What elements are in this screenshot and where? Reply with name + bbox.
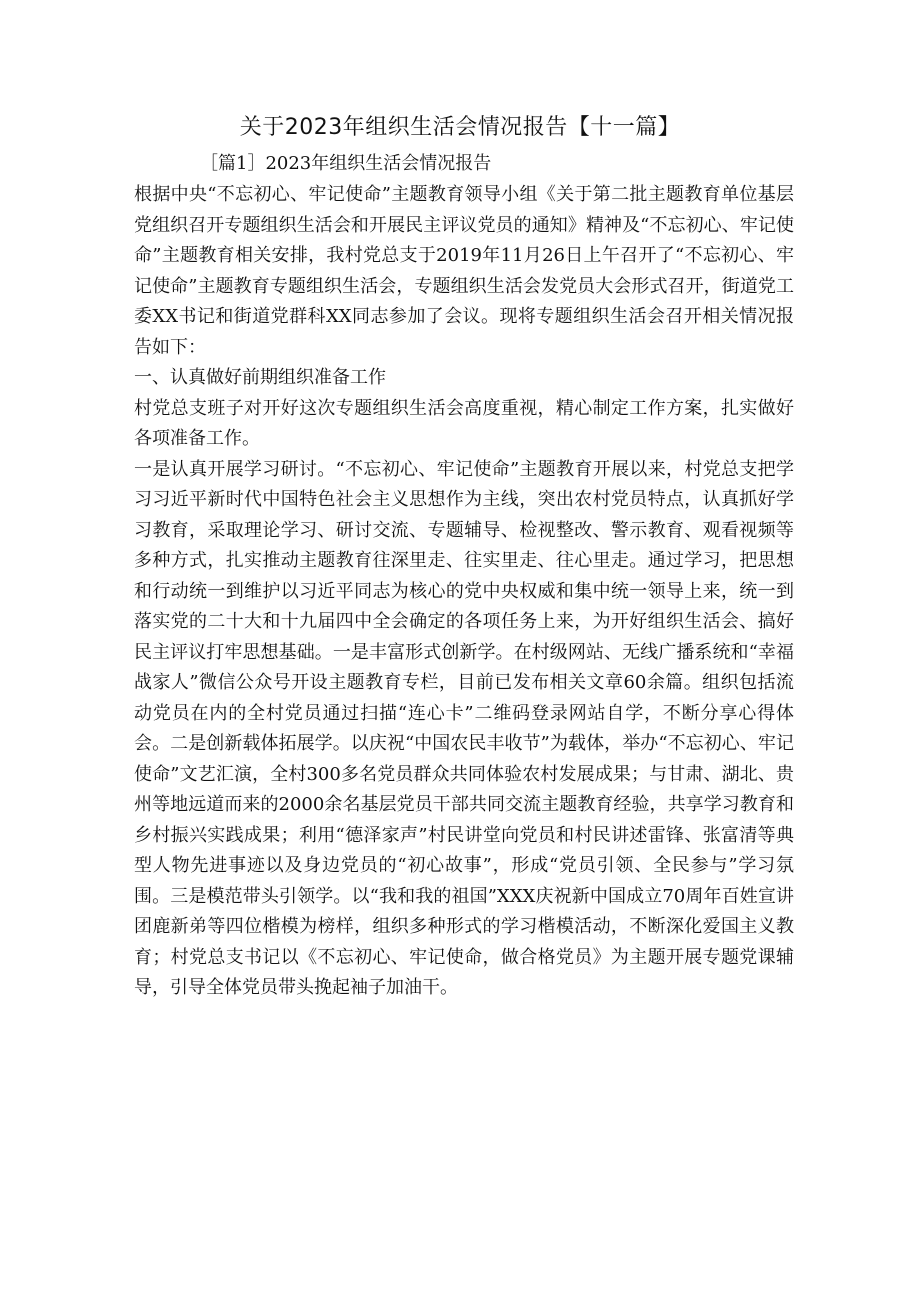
section-heading-1: 一、认真做好前期组织准备工作 — [134, 367, 386, 388]
paragraph-intro: 根据中央“不忘初心、牢记使命”主题教育领导小组《关于第二批主题教育单位基层党组织召开专题组织生活会和开展民主评议党员的通知》精神及“不忘初心、牢记使命”主题教育相关安排，我村党总支于2019年11月26日上午召开了“不忘初心、牢记使命”主题教育专题组织生活会，专题组织生活会发党员大会形式召开，街道党工委XX书记和街道党群科XX同志参加了会议。现将专题组织生活会召开相关情况报告如下： — [134, 184, 794, 358]
paragraph-preparation: 村党总支班子对开好这次专题组织生活会高度重视，精心制定工作方案，扎实做好各项准备工作。 — [134, 397, 794, 449]
document-subtitle: ［篇1］2023年组织生活会情况报告 — [200, 153, 492, 174]
paragraph-study: 一是认真开展学习研讨。“不忘初心、牢记使命”主题教育开展以来，村党总支把学习习近平新时代中国特色社会主义思想作为主线，突出农村党员特点，认真抓好学习教育，采取理论学习、研讨交流、专题辅导、检视整改、警示教育、观看视频等多种方式，扎实推动主题教育往深里走、往实里走、往心里走。通过学习，把思想和行动统一到维护以习近平同志为核心的党中央权威和集中统一领导上来，统一到落实党的二十大和十九届四中全会确定的各项任务上来，为开好组织生活会、搞好民主评议打牢思想基础。一是丰富形式创新学。在村级网站、无线广播系统和“幸福战家人”微信公众号开设主题教育专栏，目前已发布相关文章60余篇。组织包括流动党员在内的全村党员通过扫描“连心卡”二维码登录网站自学，不断分享心得体会。二是创新载体拓展学。以庆祝“中国农民丰收节”为载体，举办“不忘初心、牢记使命”文艺汇演，全村300多名党员群众共同体验农村发展成果；与甘肃、湖北、贵州等地远道而来的2000余名基层党员干部共同交流主题教育经验，共享学习教育和乡村振兴实践成果；利用“德泽家声”村民讲堂向党员和村民讲述雷锋、张富清等典型人物先进事迹以及身边党员的“初心故事”，形成“党员引领、全民参与”学习氛围。三是模范带头引领学。以“我和我的祖国”XXX庆祝新中国成立70周年百姓宣讲团鹿新弟等四位楷模为榜样，组织多种形式的学习楷模活动，不断深化爱国主义教育；村党总支书记以《不忘初心、牢记使命，做合格党员》为主题开展专题党课辅导，引导全体党员带头挽起袖子加油干。 — [134, 458, 794, 998]
document-body — [134, 180, 794, 1004]
document-title: 关于2023年组织生活会情况报告【十一篇】 — [239, 115, 681, 140]
